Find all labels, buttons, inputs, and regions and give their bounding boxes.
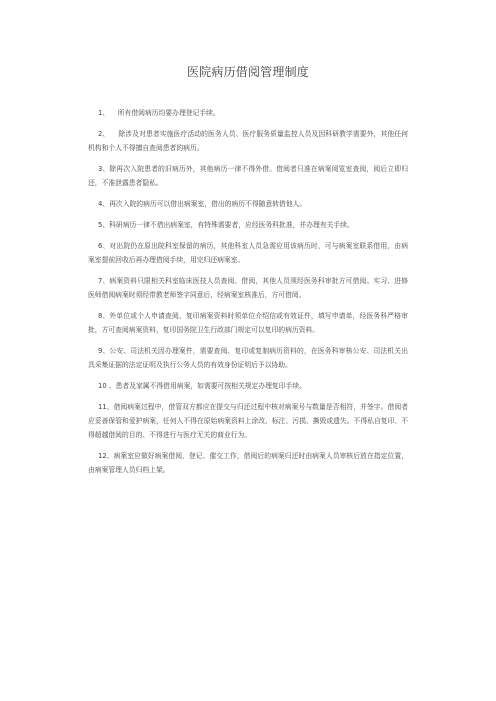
clause-number: 6、 [98, 242, 110, 250]
clause-text: 除涉及对患者实施医疗活动的医务人员、医疗服务质量监控人员及因科研教学需要外，其他任何机构和个人不得擅自查阅患者的病历。 [88, 130, 408, 152]
clause-9 [88, 344, 408, 372]
clause-text: 病案资料只限相关科室临床医技人员查阅、借阅，其他人员须经医务科审批方可借阅。实习、进修医师借阅病案时须经带教老师签字同意后，经病案室核准后，方可借阅。 [88, 277, 408, 299]
clause-text: 对出院仍在原出院科室保留的病历，其他科室人员急需应用该病历时，可与病案室联系借用，由病案室提前回收后再办理借阅手续，用完归还病案室。 [88, 242, 408, 264]
clause-text: 科研病历一律不借出病案室，有特殊需要者，应经医务科批准，并办理有关手续。 [109, 221, 354, 229]
clause-list [88, 106, 408, 484]
clause-10 [88, 379, 408, 393]
clause-number: 8、 [98, 312, 110, 320]
clause-text: 所有借阅病历均要办理登记手续。 [117, 109, 220, 117]
clause-text: 外单位或个人申请查阅、复印病案资料时须单位介绍信或有效证件，填写申请单，经医务科严格审批，方可查阅病案资料，复印国务院卫生行政部门规定可以复印的病历资料。 [88, 312, 408, 334]
clause-number: 3、 [98, 165, 110, 173]
page-title: 医院病历借阅管理制度 [186, 65, 309, 79]
clause-text: 再次入院的病历可以借出病案室，借出的病历不得随意转借他人。 [109, 200, 307, 208]
clause-1 [88, 106, 408, 120]
clause-text: 患者及家属不得借用病案，如需要可按相关规定办理复印手续。 [115, 382, 306, 390]
clause-text: 借阅病案过程中，借管双方都应在提交与归还过程中核对病案号与数量是否相符，并签字。借阅者应妥善保管和爱护病案，任何人不得在原始病案资料上涂改、标注、污损、撕毁或遗失。不得私自复印、不得超越借阅的目的、不得进行与医疗无关的商业行为。 [88, 403, 409, 439]
clause-number: 4、 [98, 200, 110, 208]
clause-number: 7、 [98, 277, 110, 285]
clause-number: 12、 [98, 452, 114, 460]
clause-number: 11、 [98, 403, 114, 411]
clause-3 [88, 162, 408, 190]
clause-7 [88, 274, 408, 302]
clause-text: 病案室应做好病案借阅、登记、催交工作，借阅后的病案归还时由病案人员审核后放在指定位置，由病案管理人员归档上架。 [88, 452, 409, 474]
clause-5 [88, 218, 408, 232]
clause-4 [88, 197, 408, 211]
clause-8 [88, 309, 408, 337]
clause-number: 2、 [98, 130, 110, 138]
clause-11 [88, 400, 408, 442]
clause-2 [88, 127, 408, 155]
clause-number: 9、 [98, 347, 110, 355]
clause-number: 10 、 [98, 382, 116, 390]
clause-number: 5、 [98, 221, 110, 229]
clause-number: 1、 [98, 109, 110, 117]
clause-12 [88, 449, 408, 477]
clause-6 [88, 239, 408, 267]
clause-text: 除再次入院患者的旧病历外，其他病历一律不得外借。借阅者只准在病案阅览室查阅，阅后立即归还，不准泄露患者隐私。 [88, 165, 408, 187]
clause-text: 公安、司法机关因办理案件，需要查阅、复印或复制病历资料的，在医务科审核公安、司法机关出具采集证据的法定证明及执行公务人员的有效身份证明后予以协助。 [88, 347, 408, 369]
